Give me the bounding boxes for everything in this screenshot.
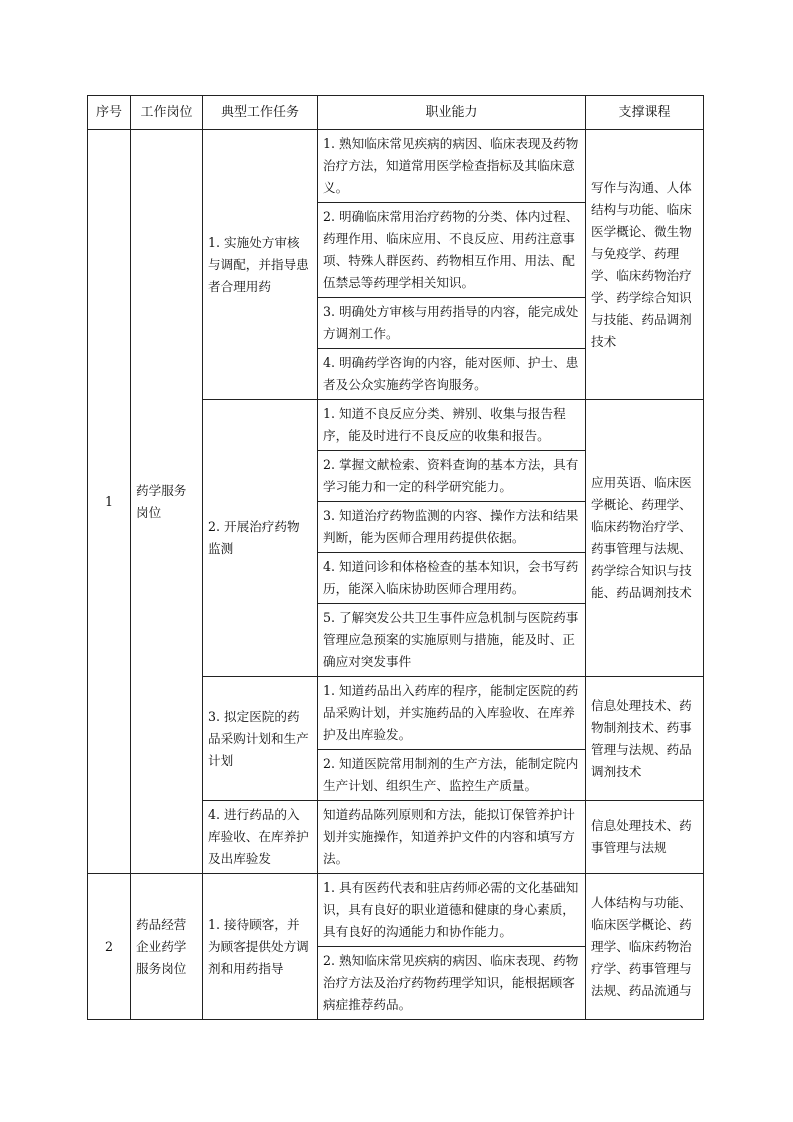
typical-task: 4. 进行药品的入库验收、在库养护及出库验发: [203, 801, 318, 874]
header-no: 序号: [88, 96, 131, 130]
typical-task: 1. 实施处方审核与调配，并指导患者合理用药: [203, 130, 318, 400]
header-row: [88, 96, 704, 130]
table-row: [88, 130, 704, 203]
header-task: 典型工作任务: [203, 96, 318, 130]
ability-item: 4. 明确药学咨询的内容，能对医师、护士、患者及公众实施药学咨询服务。: [318, 349, 586, 400]
ability-item: 1. 知道不良反应分类、辨别、收集与报告程序，能及时进行不良反应的收集和报告。: [318, 400, 586, 451]
support-course: 信息处理技术、药物制剂技术、药事管理与法规、药品调剂技术: [586, 677, 704, 801]
ability-item: 2. 掌握文献检索、资料查询的基本方法，具有学习能力和一定的科学研究能力。: [318, 451, 586, 502]
work-post: 药品经营企业药学服务岗位: [131, 874, 203, 1020]
header-ability: 职业能力: [318, 96, 586, 130]
header-post: 工作岗位: [131, 96, 203, 130]
ability-item: 4. 知道问诊和体格检查的基本知识，会书写药历，能深入临床协助医师合理用药。: [318, 553, 586, 604]
support-course: 应用英语、临床医学概论、药理学、临床药物治疗学、药事管理与法规、药学综合知识与技能、药品调剂技术: [586, 400, 704, 677]
row-number: 1: [88, 130, 131, 874]
typical-task: 1. 接待顾客，并为顾客提供处方调剂和用药指导: [203, 874, 318, 1020]
ability-item: 2. 明确临床常用治疗药物的分类、体内过程、药理作用、临床应用、不良反应、用药注意事项、特殊人群医药、药物相互作用、用法、配伍禁忌等药理学相关知识。: [318, 203, 586, 298]
ability-item: 2. 熟知临床常见疾病的病因、临床表现、药物治疗方法及治疗药物药理学知识，能根据顾客病症推荐药品。: [318, 947, 586, 1020]
work-post: 药学服务岗位: [131, 130, 203, 874]
typical-task: 2. 开展治疗药物监测: [203, 400, 318, 677]
support-course: 写作与沟通、人体结构与功能、临床医学概论、微生物与免疫学、药理学、临床药物治疗学、药学综合知识与技能、药品调剂技术: [586, 130, 704, 400]
ability-item: 3. 明确处方审核与用药指导的内容，能完成处方调剂工作。: [318, 298, 586, 349]
curriculum-table: [87, 95, 704, 1020]
ability-item: 知道药品陈列原则和方法，能拟订保管养护计划并实施操作，知道养护文件的内容和填写方法。: [318, 801, 586, 874]
ability-item: 2. 知道医院常用制剂的生产方法，能制定院内生产计划、组织生产、监控生产质量。: [318, 750, 586, 801]
ability-item: 3. 知道治疗药物监测的内容、操作方法和结果判断，能为医师合理用药提供依据。: [318, 502, 586, 553]
ability-item: 1. 知道药品出入药库的程序，能制定医院的药品采购计划，并实施药品的入库验收、在库养护及出库验发。: [318, 677, 586, 750]
typical-task: 3. 拟定医院的药品采购计划和生产计划: [203, 677, 318, 801]
support-course: 人体结构与功能、临床医学概论、药理学、临床药物治疗学、药事管理与法规、药品流通与: [586, 874, 704, 1020]
ability-item: 1. 具有医药代表和驻店药师必需的文化基础知识，具有良好的职业道德和健康的身心素质，具有良好的沟通能力和协作能力。: [318, 874, 586, 947]
ability-item: 5. 了解突发公共卫生事件应急机制与医院药事管理应急预案的实施原则与措施，能及时、正确应对突发事件: [318, 604, 586, 677]
row-number: 2: [88, 874, 131, 1020]
support-course: 信息处理技术、药事管理与法规: [586, 801, 704, 874]
header-course: 支撑课程: [586, 96, 704, 130]
table-row: [88, 874, 704, 947]
ability-item: 1. 熟知临床常见疾病的病因、临床表现及药物治疗方法，知道常用医学检查指标及其临床意义。: [318, 130, 586, 203]
